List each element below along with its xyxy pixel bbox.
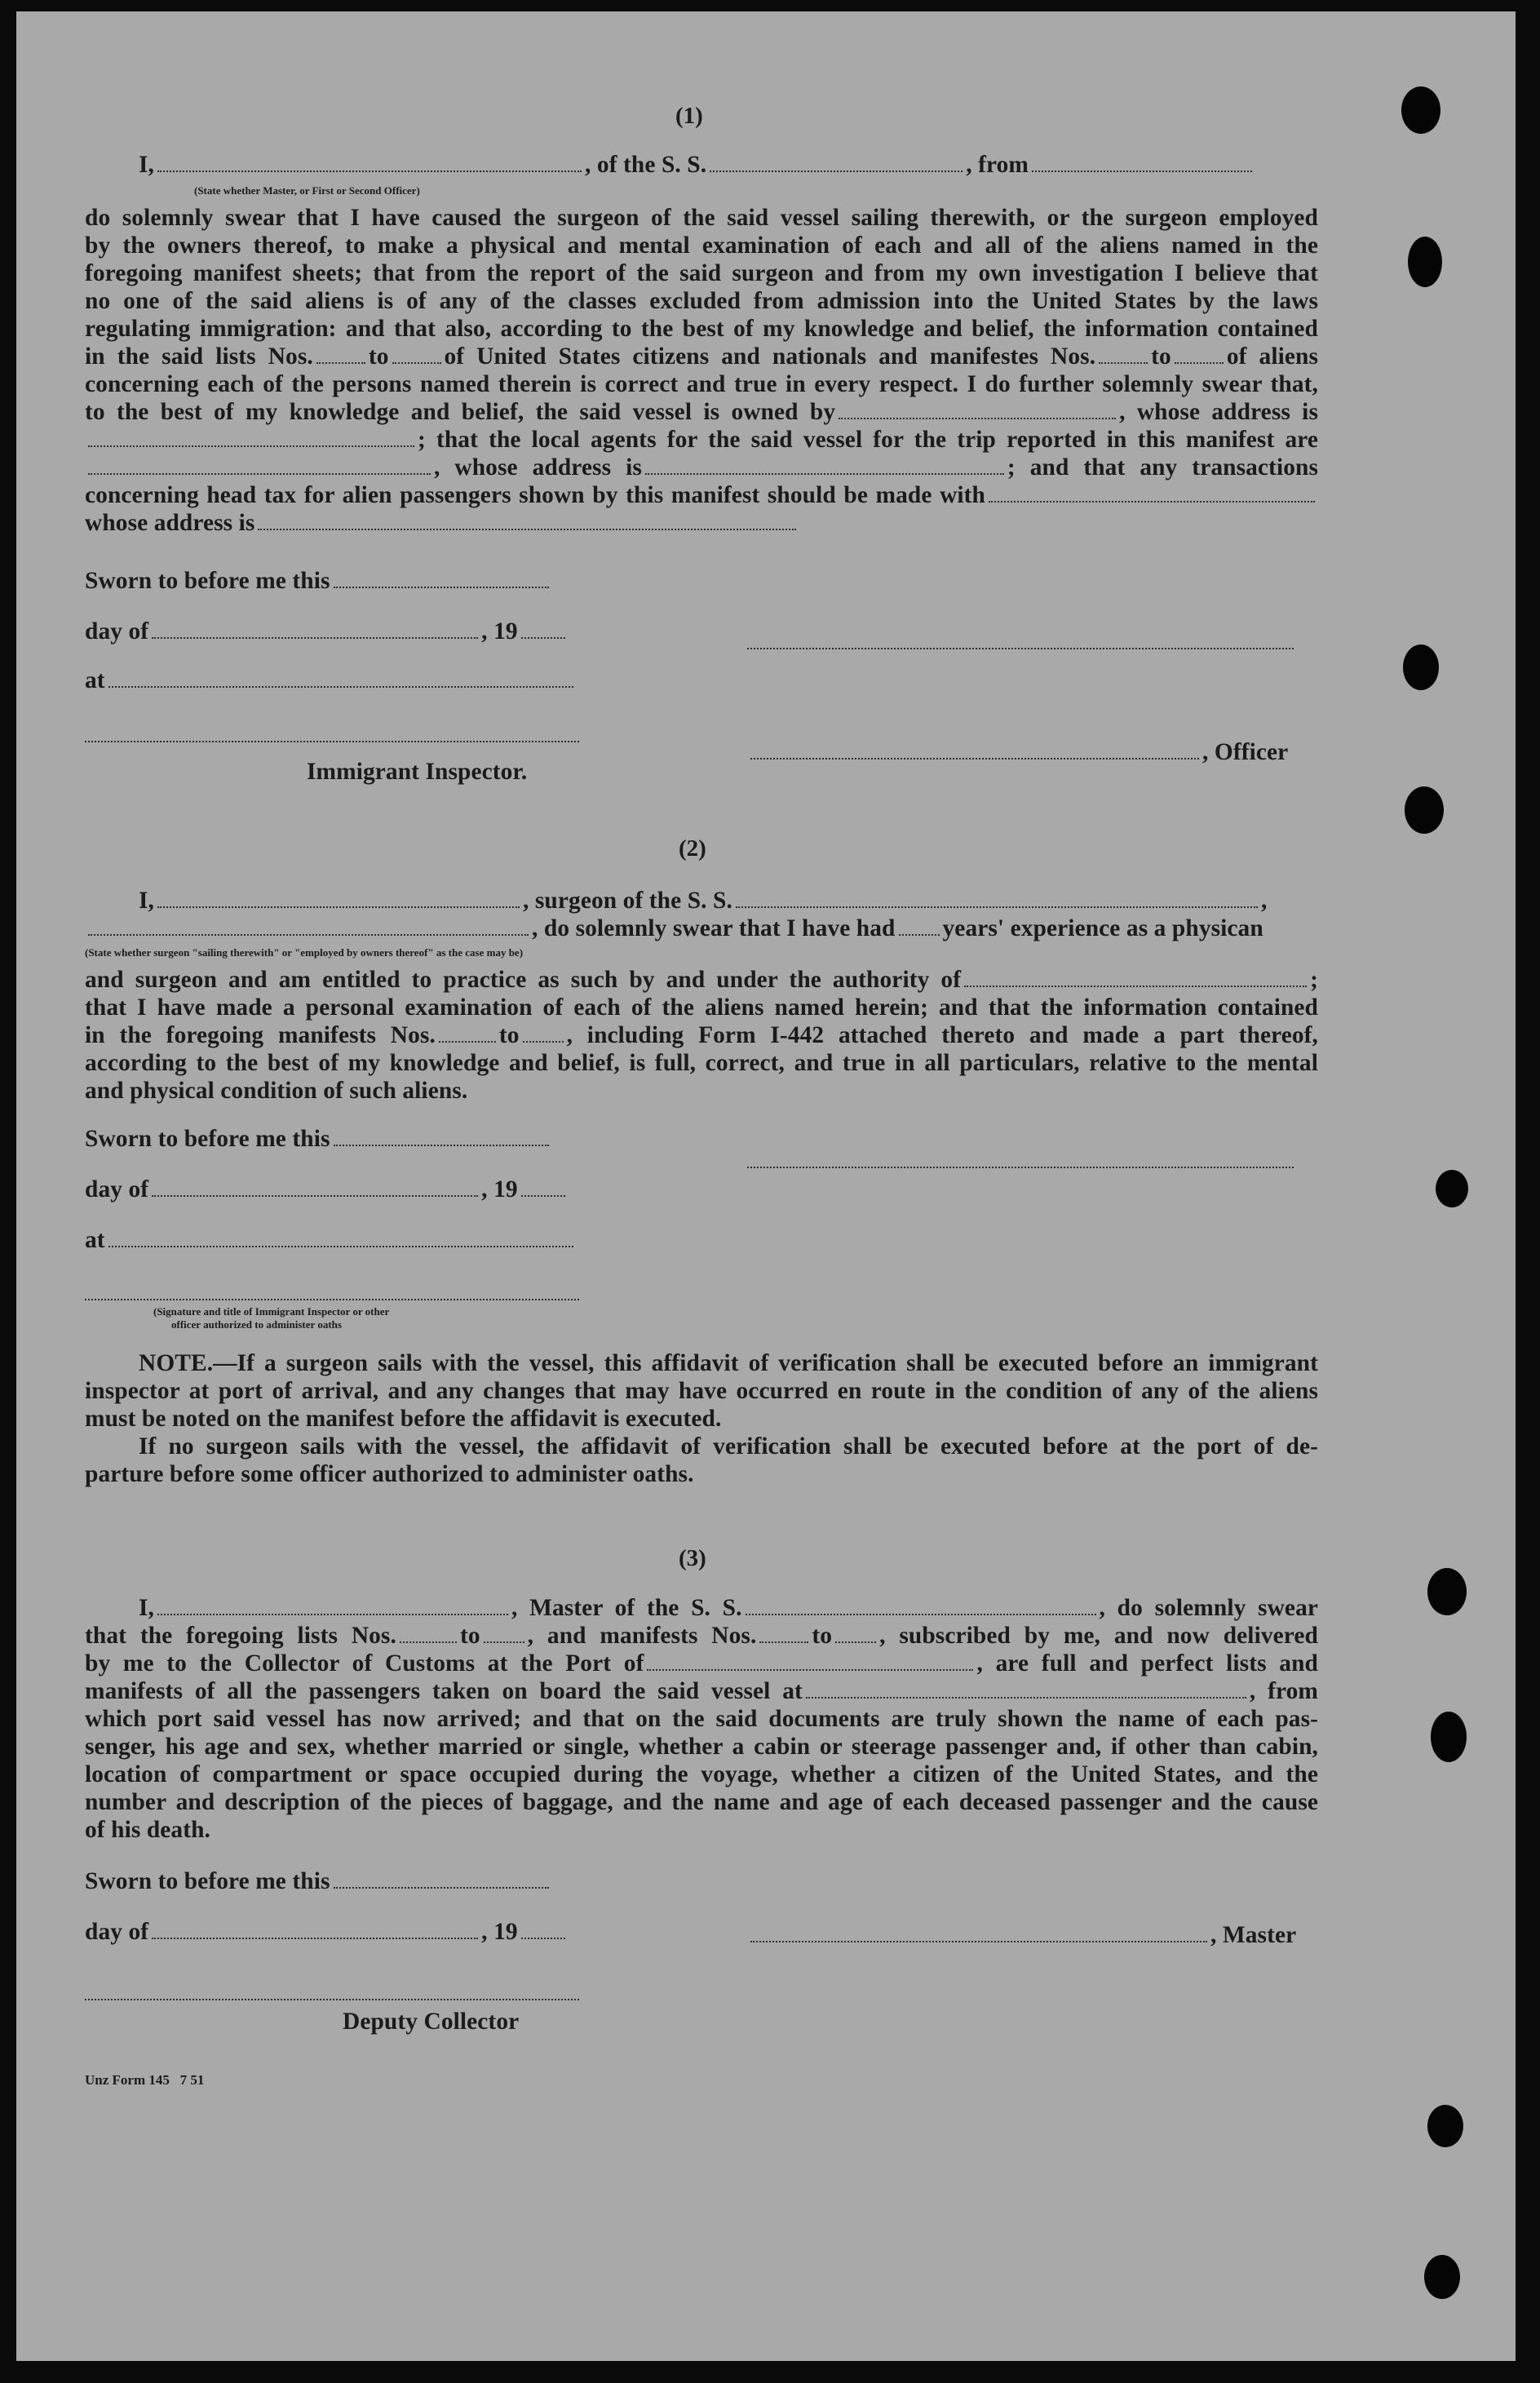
at-line-2: at bbox=[85, 1227, 577, 1254]
form-number: Unz Form 145 7 51 bbox=[85, 2072, 205, 2088]
owner-field[interactable] bbox=[839, 400, 1116, 419]
master-vessel-field[interactable] bbox=[746, 1596, 1096, 1615]
officer-signature-line: , Officer bbox=[747, 739, 1288, 766]
at-line-1: at bbox=[85, 667, 577, 694]
vessel-name-field[interactable] bbox=[710, 153, 962, 172]
master-manifests-to-field[interactable] bbox=[835, 1623, 876, 1643]
surgeon-manifest-from-field[interactable] bbox=[439, 1023, 496, 1043]
section-2-paragraph: and surgeon and am entitled to practice as such by and under the authority of ; that I have made a personal examination of each of the aliens named herein; and that the information contained in the foregoing manifests Nos. to , including Form I-442 attached thereto and made a part thereof, according to the best of my knowledge and belief, is full, correct, and true in all particulars, relative to the mental and physical condition of such aliens. bbox=[85, 967, 1318, 1104]
day-of-field-1[interactable] bbox=[152, 619, 478, 639]
owner-address-field[interactable] bbox=[88, 427, 414, 447]
surgeon-oath-line: I, , surgeon of the S. S. , bbox=[139, 888, 1268, 914]
note-paragraph: NOTE.—If a surgeon sails with the vessel, this affidavit of verification shall be executed before an immigrant inspector at port of arrival, and any changes that may have occurred en route in the condition of any of the aliens must be noted on the manifest before the affidavit is executed. If no surgeon sails with the vessel, the affidavit of verification shall be executed before at the port of de- parture before some officer authorized to administer oaths. bbox=[85, 1350, 1318, 1487]
form-sheet bbox=[16, 11, 1516, 2361]
day-of-field-3[interactable] bbox=[152, 1920, 478, 1939]
surgeon-type-field[interactable] bbox=[88, 916, 529, 936]
day-of-line-2: day of , 19 bbox=[85, 1176, 569, 1203]
year-field-3[interactable] bbox=[521, 1920, 565, 1939]
lists-from-field[interactable] bbox=[316, 344, 365, 364]
years-field[interactable] bbox=[899, 916, 940, 936]
surgeon-experience-line: , do solemnly swear that I have had years' experience as a physican bbox=[85, 915, 1263, 942]
master-lists-to-field[interactable] bbox=[484, 1623, 524, 1643]
section-3-number: (3) bbox=[679, 1545, 706, 1571]
sworn-day-field-1[interactable] bbox=[334, 569, 549, 588]
punch-hole bbox=[1427, 2105, 1463, 2147]
manifests-from-field[interactable] bbox=[1099, 344, 1148, 364]
inspector-signature-line-2[interactable] bbox=[85, 1297, 579, 1300]
officer-signature-field[interactable] bbox=[750, 740, 1199, 760]
caption-signature-2: officer authorized to administer oaths bbox=[171, 1318, 342, 1331]
surgeon-manifest-to-field[interactable] bbox=[523, 1023, 564, 1043]
embark-port-field[interactable] bbox=[806, 1679, 1246, 1699]
master-name-field[interactable] bbox=[157, 1596, 508, 1615]
deputy-signature-line[interactable] bbox=[85, 1997, 579, 2000]
collector-port-field[interactable] bbox=[647, 1651, 973, 1671]
at-field-2[interactable] bbox=[108, 1228, 573, 1247]
sworn-line-3: Sworn to before me this bbox=[85, 1868, 552, 1895]
surgeon-name-field[interactable] bbox=[157, 888, 520, 908]
day-of-field-2[interactable] bbox=[152, 1177, 478, 1197]
signature-line-officer-upper[interactable] bbox=[747, 646, 1294, 649]
punch-hole bbox=[1405, 786, 1444, 834]
section-1-paragraph: do solemnly swear that I have caused the surgeon of the said vessel sailing therewith, or the surgeon employed by the owners thereof, to make a physical and mental examination of each and all of the aliens named in the foregoing manifest sheets; that from the report of the said surgeon and from my own investigation I believe that no one of the said aliens is of any of the classes excluded from admission into the United States by the laws regulating immigration: and that also, according to the best of my knowledge and belief, the information contained in the said lists Nos. to of United States citizens and nationals and manifestes Nos. to of aliens concerning each of the persons named therein is correct and true in every respect. I do further solemnly swear that, to the best of my knowledge and belief, the said vessel is owned by , whose address is ; that the local agents for the said vessel for the trip reported in this manifest are , whose address is ; and that any transactions concerning head tax for alien passengers shown by this manifest should be made with whose address is bbox=[85, 205, 1318, 536]
manifests-to-field[interactable] bbox=[1175, 344, 1224, 364]
sworn-line-2: Sworn to before me this bbox=[85, 1126, 552, 1153]
master-signature-line: , Master bbox=[747, 1922, 1296, 1949]
head-tax-address-field[interactable] bbox=[258, 511, 796, 530]
surgeon-vessel-field[interactable] bbox=[736, 888, 1258, 908]
officer-name-field[interactable] bbox=[157, 153, 582, 172]
agents-field[interactable] bbox=[88, 455, 431, 475]
master-lists-from-field[interactable] bbox=[400, 1623, 457, 1643]
section-1-number: (1) bbox=[675, 103, 703, 129]
punch-hole bbox=[1427, 1568, 1467, 1615]
punch-hole bbox=[1436, 1170, 1468, 1207]
punch-hole bbox=[1408, 237, 1442, 287]
master-signature-field[interactable] bbox=[750, 1923, 1207, 1942]
master-oath-line: I, , of the S. S. , from bbox=[139, 152, 1255, 179]
day-of-line-1: day of , 19 bbox=[85, 618, 569, 645]
from-port-field[interactable] bbox=[1032, 153, 1252, 172]
agents-address-field[interactable] bbox=[645, 455, 1004, 475]
caption-signature-1: (Signature and title of Immigrant Inspector or other bbox=[153, 1305, 390, 1318]
surgeon-signature-line[interactable] bbox=[747, 1165, 1294, 1168]
at-field-1[interactable] bbox=[108, 668, 573, 688]
punch-hole bbox=[1401, 86, 1440, 134]
lists-to-field[interactable] bbox=[392, 344, 441, 364]
sworn-day-field-3[interactable] bbox=[334, 1869, 549, 1889]
sworn-day-field-2[interactable] bbox=[334, 1127, 549, 1146]
year-field-1[interactable] bbox=[521, 619, 565, 639]
year-field-2[interactable] bbox=[521, 1177, 565, 1197]
deputy-collector-label: Deputy Collector bbox=[343, 2009, 520, 2035]
punch-hole bbox=[1431, 1712, 1467, 1762]
master-manifests-from-field[interactable] bbox=[759, 1623, 808, 1643]
inspector-signature-line[interactable] bbox=[85, 739, 579, 742]
authority-field[interactable] bbox=[964, 968, 1307, 987]
day-of-line-3: day of , 19 bbox=[85, 1919, 569, 1946]
head-tax-field[interactable] bbox=[989, 483, 1315, 503]
caption-master: (State whether Master, or First or Second Officer) bbox=[194, 184, 420, 197]
section-3-paragraph: I, , Master of the S. S. , do solemnly swear that the foregoing lists Nos. to , and manifests Nos. to , subscribed by me, and now delivered by me to the Collector of Customs at the Port of , are full and perfect lists and manifests of all the passengers taken on board the said vessel at , from which port said vessel has now arrived; and that on the said documents are truly shown the name of each pas- senger, his age and sex, whether married or single, whether a cabin or steerage passenger and, if other than cabin, location of compartment or space occupied during the voyage, whether a citizen of the United States, and the number and description of the pieces of baggage, and the name and age of each deceased passenger and the cause of his death. bbox=[85, 1595, 1319, 1843]
immigrant-inspector-label: Immigrant Inspector. bbox=[307, 759, 528, 785]
punch-hole bbox=[1424, 2255, 1460, 2299]
caption-surgeon: (State whether surgeon "sailing therewith" or "employed by owners thereof" as the case may be) bbox=[85, 946, 524, 959]
punch-hole bbox=[1403, 644, 1439, 690]
section-2-number: (2) bbox=[679, 835, 706, 862]
sworn-line-1: Sworn to before me this bbox=[85, 568, 552, 595]
